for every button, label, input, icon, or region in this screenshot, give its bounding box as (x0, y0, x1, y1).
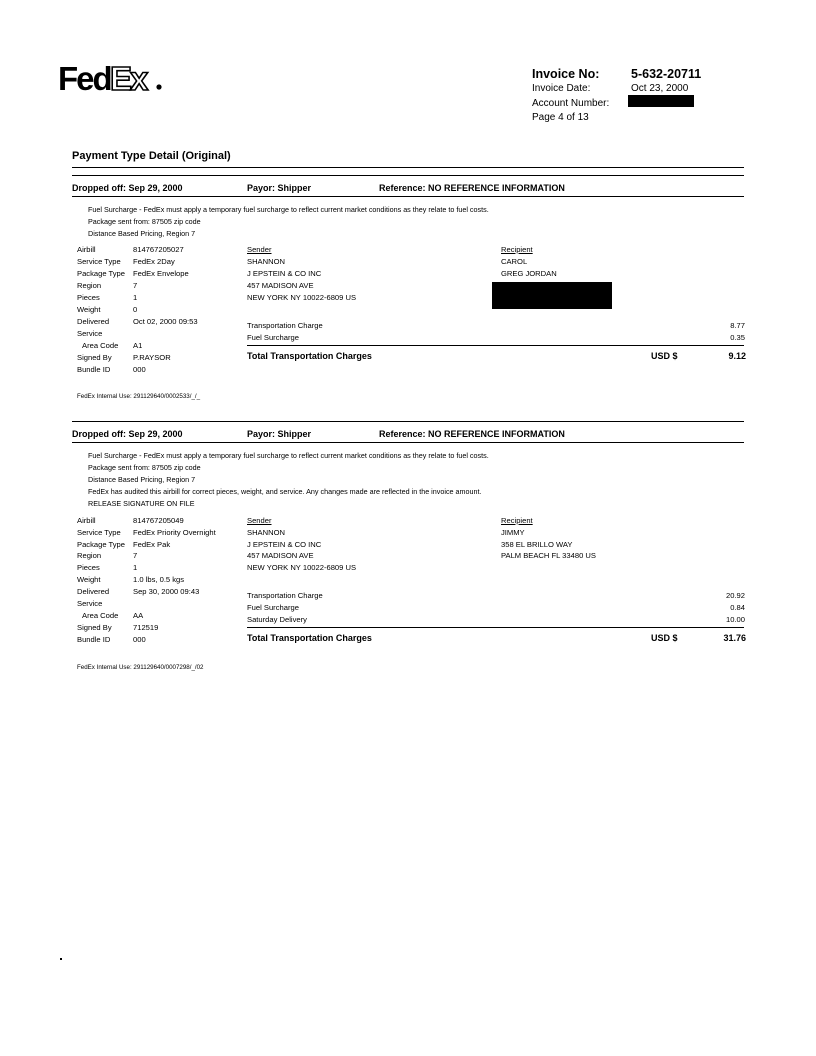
charge-amount: 0.35 (730, 333, 745, 342)
charges-rule (247, 627, 744, 628)
shipment-1-top-rule (72, 175, 744, 176)
recipient-line: CAROL (501, 257, 528, 266)
redacted-recipient-address (492, 282, 612, 309)
shipment-1-note: Distance Based Pricing, Region 7 (88, 229, 196, 238)
page-number: Page 4 of 13 (532, 112, 589, 123)
service-type-value: FedEx 2Day (133, 257, 175, 266)
airbill-value: 814767205049 (133, 516, 184, 525)
sender-line: 457 MADISON AVE (247, 281, 314, 290)
package-type-label: Package Type (77, 540, 125, 549)
area-code-label: Area Code (82, 341, 119, 350)
currency-label: USD $ (651, 351, 678, 361)
total-amount: 31.76 (723, 633, 746, 643)
weight-label: Weight (77, 575, 101, 584)
region-value: 7 (133, 281, 138, 290)
shipment-2-reference: Reference: NO REFERENCE INFORMATION (379, 429, 565, 439)
bundle-id-value: 000 (133, 635, 146, 644)
package-type-value: FedEx Envelope (133, 269, 189, 278)
area-code-value: AA (133, 611, 144, 620)
account-number-label: Account Number: (532, 98, 610, 109)
sender-line: SHANNON (247, 257, 285, 266)
shipment-1-dropped-off: Dropped off: Sep 29, 2000 (72, 183, 183, 193)
package-type-label: Package Type (77, 269, 125, 278)
shipment-2-dropped-off: Dropped off: Sep 29, 2000 (72, 429, 183, 439)
signed-by-value: 712519 (133, 623, 159, 632)
sender-line: J EPSTEIN & CO INC (247, 540, 322, 549)
recipient-label: Recipient (501, 516, 533, 525)
title-rule (72, 167, 744, 168)
currency-label: USD $ (651, 633, 678, 643)
redacted-account-number (628, 95, 694, 107)
recipient-label: Recipient (501, 245, 533, 254)
total-label: Total Transportation Charges (247, 633, 372, 643)
signed-by-label: Signed By (77, 353, 112, 362)
region-label: Region (77, 551, 102, 560)
invoice-date-label: Invoice Date: (532, 83, 591, 94)
sender-line: SHANNON (247, 528, 285, 537)
shipment-2-note: FedEx has audited this airbill for correct pieces, weight, and service. Any changes made are reflected in the invoice amount. (88, 487, 482, 496)
signed-by-value: P.RAYSOR (133, 353, 171, 362)
recipient-line: GREG JORDAN (501, 269, 557, 278)
charge-amount: 0.84 (730, 603, 745, 612)
bundle-id-value: 000 (133, 365, 146, 374)
charge-label: Fuel Surcharge (247, 603, 299, 612)
weight-value: 1.0 lbs, 0.5 kgs (133, 575, 185, 584)
bundle-id-label: Bundle ID (77, 365, 111, 374)
service-type-value: FedEx Priority Overnight (133, 528, 216, 537)
pieces-label: Pieces (77, 293, 100, 302)
shipment-2-note: Package sent from: 87505 zip code (88, 463, 201, 472)
airbill-label: Airbill (77, 516, 96, 525)
charge-label: Transportation Charge (247, 321, 323, 330)
charges-rule (247, 345, 744, 346)
region-label: Region (77, 281, 102, 290)
shipment-2-top-rule (72, 421, 744, 422)
stray-dot (60, 958, 62, 960)
sender-line: 457 MADISON AVE (247, 551, 314, 560)
shipment-2-note: Fuel Surcharge - FedEx must apply a temporary fuel surcharge to reflect current market conditions as they relate to fuel costs. (88, 451, 489, 460)
charge-label: Saturday Delivery (247, 615, 307, 624)
sender-line: J EPSTEIN & CO INC (247, 269, 322, 278)
sender-line: NEW YORK NY 10022-6809 US (247, 293, 357, 302)
charge-amount: 10.00 (725, 615, 745, 624)
shipment-1-payor: Payor: Shipper (247, 183, 312, 193)
sender-line: NEW YORK NY 10022-6809 US (247, 563, 357, 572)
area-code-value: A1 (133, 341, 143, 350)
weight-value: 0 (133, 305, 138, 314)
region-value: 7 (133, 551, 138, 560)
delivered-value: Sep 30, 2000 09:43 (133, 587, 200, 596)
fedex-logo (58, 62, 164, 96)
service-label: Service (77, 599, 103, 608)
invoice-no: 5-632-20711 (631, 67, 702, 81)
service-label: Service (77, 329, 103, 338)
charge-amount: 20.92 (725, 591, 745, 600)
package-type-value: FedEx Pak (133, 540, 171, 549)
charge-label: Fuel Surcharge (247, 333, 299, 342)
delivered-value: Oct 02, 2000 09:53 (133, 317, 198, 326)
signed-by-label: Signed By (77, 623, 112, 632)
total-amount: 9.12 (728, 351, 746, 361)
bundle-id-label: Bundle ID (77, 635, 111, 644)
airbill-value: 814767205027 (133, 245, 184, 254)
internal-use: FedEx Internal Use: 291129640/0007298/_/02 (77, 664, 204, 671)
sender-label: Sender (247, 516, 272, 525)
svg-text:Ex: Ex (110, 62, 147, 96)
service-type-label: Service Type (77, 257, 121, 266)
shipment-1-note: Fuel Surcharge - FedEx must apply a temporary fuel surcharge to reflect current market conditions as they relate to fuel costs. (88, 205, 489, 214)
pieces-label: Pieces (77, 563, 100, 572)
charge-label: Transportation Charge (247, 591, 323, 600)
airbill-label: Airbill (77, 245, 96, 254)
area-code-label: Area Code (82, 611, 119, 620)
weight-label: Weight (77, 305, 101, 314)
shipment-2-note: Distance Based Pricing, Region 7 (88, 475, 196, 484)
recipient-line: 358 EL BRILLO WAY (501, 540, 573, 549)
invoice-date: Oct 23, 2000 (631, 83, 689, 94)
shipment-2-note: RELEASE SIGNATURE ON FILE (88, 499, 195, 508)
charge-amount: 8.77 (730, 321, 745, 330)
shipment-1-head-rule (72, 196, 744, 197)
internal-use: FedEx Internal Use: 291129640/0002533/_/_ (77, 393, 201, 400)
service-type-label: Service Type (77, 528, 121, 537)
total-label: Total Transportation Charges (247, 351, 372, 361)
pieces-value: 1 (133, 563, 138, 572)
invoice-no-label: Invoice No: (532, 67, 600, 81)
shipment-2-payor: Payor: Shipper (247, 429, 312, 439)
recipient-line: JIMMY (501, 528, 525, 537)
page-title: Payment Type Detail (Original) (72, 150, 231, 162)
recipient-line: PALM BEACH FL 33480 US (501, 551, 596, 560)
shipment-2-head-rule (72, 442, 744, 443)
svg-text:Fed: Fed (58, 62, 111, 96)
shipment-1-reference: Reference: NO REFERENCE INFORMATION (379, 183, 565, 193)
delivered-label: Delivered (77, 317, 110, 326)
shipment-1-note: Package sent from: 87505 zip code (88, 217, 201, 226)
sender-label: Sender (247, 245, 272, 254)
delivered-label: Delivered (77, 587, 110, 596)
pieces-value: 1 (133, 293, 138, 302)
